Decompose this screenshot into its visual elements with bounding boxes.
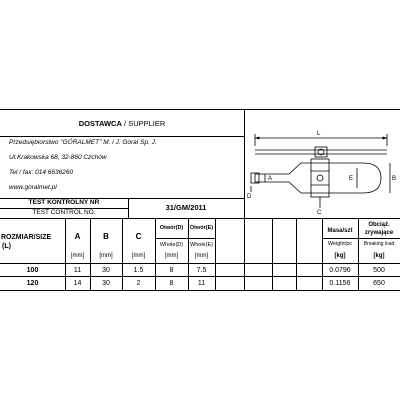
company-phone: Tel / fax: 014 6636260 bbox=[9, 169, 74, 176]
col-line-i bbox=[296, 218, 297, 290]
row-divider bbox=[0, 276, 400, 277]
cell-e: 11 bbox=[197, 280, 206, 287]
cell-d: 8 bbox=[169, 280, 174, 287]
header-whole-d: Whole(D) bbox=[159, 242, 184, 248]
dim-label-l: L bbox=[317, 131, 321, 137]
unit-d: [mm] bbox=[164, 253, 179, 259]
cell-size: 120 bbox=[26, 280, 39, 287]
test-control-number: 31/GM/2011 bbox=[165, 203, 207, 212]
header-whole-e: Whole(E) bbox=[190, 242, 213, 248]
dim-label-d: D bbox=[247, 194, 252, 200]
header-c: C bbox=[135, 232, 142, 241]
company-address: Ul.Krakowska 68, 32-860 Czchów bbox=[9, 154, 107, 161]
header-masa: Masa/szt bbox=[327, 228, 353, 234]
test-control-label-en: TEST CONTROL NO. bbox=[32, 209, 96, 216]
cell-mass: 0.1156 bbox=[329, 280, 351, 287]
dim-label-b: B bbox=[392, 176, 397, 182]
header-size: ROZMIAR/SIZE bbox=[1, 234, 52, 241]
cell-d: 8 bbox=[169, 267, 174, 274]
dim-label-e: E bbox=[349, 176, 354, 182]
unit-b: [mm] bbox=[99, 253, 113, 259]
header-obciaz: Obciąż. bbox=[368, 222, 390, 228]
company-name: Przedsiębiorstwo "GÓRALMET" M. i J. Góral Sp. J. bbox=[9, 139, 157, 146]
supplier-title bbox=[0, 120, 244, 128]
header-otwor-e: Otwór(E) bbox=[189, 225, 214, 231]
header-row-top bbox=[0, 218, 400, 219]
col-line-h bbox=[272, 218, 273, 290]
header-size-unit: (L) bbox=[2, 243, 11, 250]
cell-load: 650 bbox=[373, 280, 385, 287]
header-weight: Weight/pc bbox=[327, 241, 353, 247]
table-bottom-border bbox=[0, 290, 400, 291]
wire-clamp-drawing bbox=[245, 110, 400, 218]
unit-load: [kg] bbox=[373, 253, 385, 259]
dostawca-label: DOSTAWCA bbox=[78, 119, 122, 128]
header-b: B bbox=[103, 232, 109, 241]
whole-subrow-divider bbox=[155, 238, 215, 239]
dim-label-c: C bbox=[317, 210, 322, 216]
cell-e: 7.5 bbox=[196, 267, 207, 274]
cell-a: 14 bbox=[73, 280, 82, 287]
test-control-label-pl: TEST KONTROLNY NR bbox=[28, 199, 100, 206]
supplier-title-divider bbox=[0, 136, 244, 137]
supplier-label: SUPPLIER bbox=[128, 119, 166, 128]
header-a: A bbox=[74, 232, 81, 241]
col-line-g bbox=[244, 218, 245, 290]
unit-mass: [kg] bbox=[334, 253, 346, 259]
header-breaking: Breaking load bbox=[363, 241, 395, 247]
header-zrywajace: zrywające bbox=[364, 230, 394, 236]
dim-label-a: A bbox=[268, 176, 273, 182]
col-line-f bbox=[215, 218, 216, 290]
header-row-bottom bbox=[0, 263, 400, 264]
cell-c: 2 bbox=[136, 280, 141, 287]
weight-subrow-divider bbox=[322, 238, 400, 239]
cell-b: 30 bbox=[102, 280, 110, 287]
cell-b: 30 bbox=[102, 267, 110, 274]
title-separator: / bbox=[124, 119, 127, 128]
cell-c: 1.5 bbox=[133, 267, 144, 274]
cell-load: 500 bbox=[373, 267, 385, 274]
header-otwor-d: Otwór(D) bbox=[159, 225, 184, 231]
unit-e: [mm] bbox=[194, 253, 209, 259]
company-website: www.goralmet.pl bbox=[9, 184, 57, 191]
cell-size: 100 bbox=[26, 267, 39, 274]
unit-c: [mm] bbox=[131, 253, 146, 259]
cell-mass: 0.0796 bbox=[329, 267, 351, 274]
cell-a: 11 bbox=[73, 267, 82, 274]
unit-a: [mm] bbox=[70, 253, 85, 259]
